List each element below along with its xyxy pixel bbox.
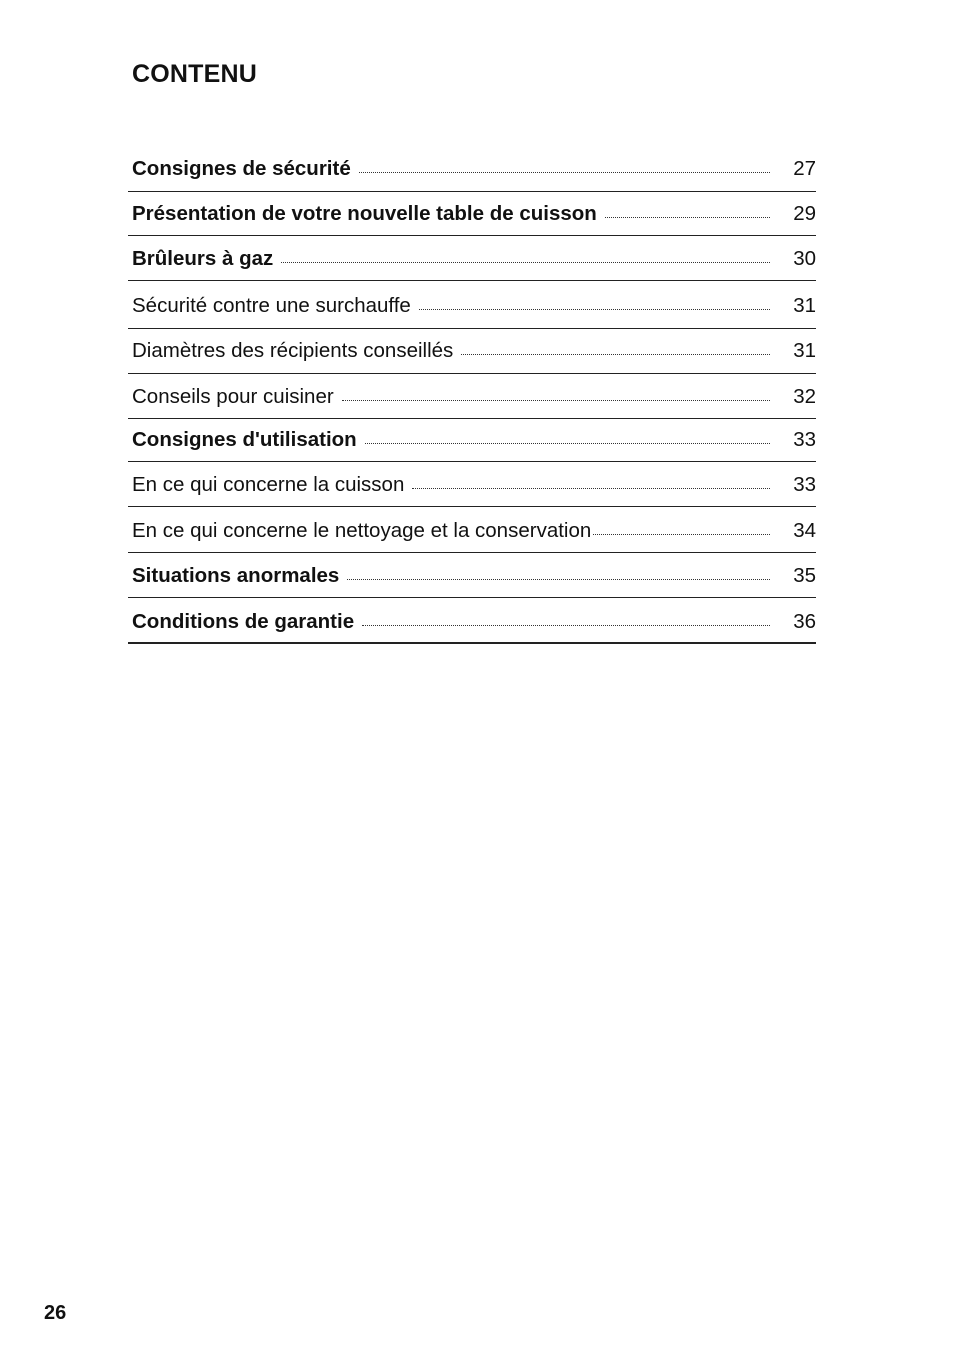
- toc-dot-leader: [362, 624, 770, 626]
- toc-entry-bruleurs-a-gaz[interactable]: [128, 236, 816, 281]
- toc-entry-title: En ce qui concerne la cuisson: [132, 473, 405, 496]
- toc-dot-leader: [461, 353, 770, 355]
- toc-entry-page: 31: [793, 339, 816, 362]
- toc-entry-title: Diamètres des récipients conseillés: [132, 339, 454, 362]
- toc-dot-leader: [342, 399, 770, 401]
- toc-entry-presentation[interactable]: [128, 192, 816, 236]
- toc-entry-title: Présentation de votre nouvelle table de cuisson: [132, 202, 597, 225]
- toc-entry-consignes-utilisation[interactable]: [128, 419, 816, 462]
- toc-entry-title: Conseils pour cuisiner: [132, 385, 334, 408]
- toc-entry-page: 31: [793, 294, 816, 317]
- toc-dot-leader: [412, 487, 770, 489]
- toc-entry-title: Situations anormales: [132, 564, 340, 587]
- page-number: 26: [44, 1302, 67, 1324]
- toc-entry-page: 27: [793, 157, 816, 180]
- toc-entry-page: 36: [793, 610, 816, 633]
- toc-dot-leader: [605, 216, 770, 218]
- toc-dot-leader: [365, 442, 770, 444]
- toc-entry-page: 30: [793, 247, 816, 270]
- toc-entry-page: 33: [793, 428, 816, 451]
- toc-entry-securite-surchauffe[interactable]: [128, 281, 816, 329]
- toc-entry-title: Sécurité contre une surchauffe: [132, 294, 411, 317]
- toc-entry-page: 29: [793, 202, 816, 225]
- page-title: CONTENU: [132, 60, 258, 88]
- toc-entry-consignes-de-securite[interactable]: [128, 147, 816, 192]
- toc-entry-conditions-garantie[interactable]: [128, 598, 816, 644]
- toc-dot-leader: [347, 578, 770, 580]
- toc-entry-title: Brûleurs à gaz: [132, 247, 274, 270]
- toc-dot-leader: [281, 261, 770, 263]
- toc-entry-page: 32: [793, 385, 816, 408]
- toc-entry-page: 35: [793, 564, 816, 587]
- toc-entry-nettoyage-conservation[interactable]: [128, 507, 816, 553]
- toc-dot-leader: [593, 533, 770, 535]
- toc-entry-cuisson[interactable]: [128, 462, 816, 507]
- table-of-contents: [128, 147, 816, 644]
- toc-entry-situations-anormales[interactable]: [128, 553, 816, 598]
- toc-entry-page: 33: [793, 473, 816, 496]
- toc-entry-title: Conditions de garantie: [132, 610, 355, 633]
- toc-entry-title: En ce qui concerne le nettoyage et la conservation: [132, 519, 592, 542]
- toc-dot-leader: [359, 171, 770, 173]
- toc-dot-leader: [419, 308, 770, 310]
- toc-entry-page: 34: [793, 519, 816, 542]
- toc-entry-conseils-cuisiner[interactable]: [128, 374, 816, 419]
- toc-entry-title: Consignes d'utilisation: [132, 428, 357, 451]
- toc-entry-title: Consignes de sécurité: [132, 157, 351, 180]
- toc-entry-diametres-recipients[interactable]: [128, 329, 816, 374]
